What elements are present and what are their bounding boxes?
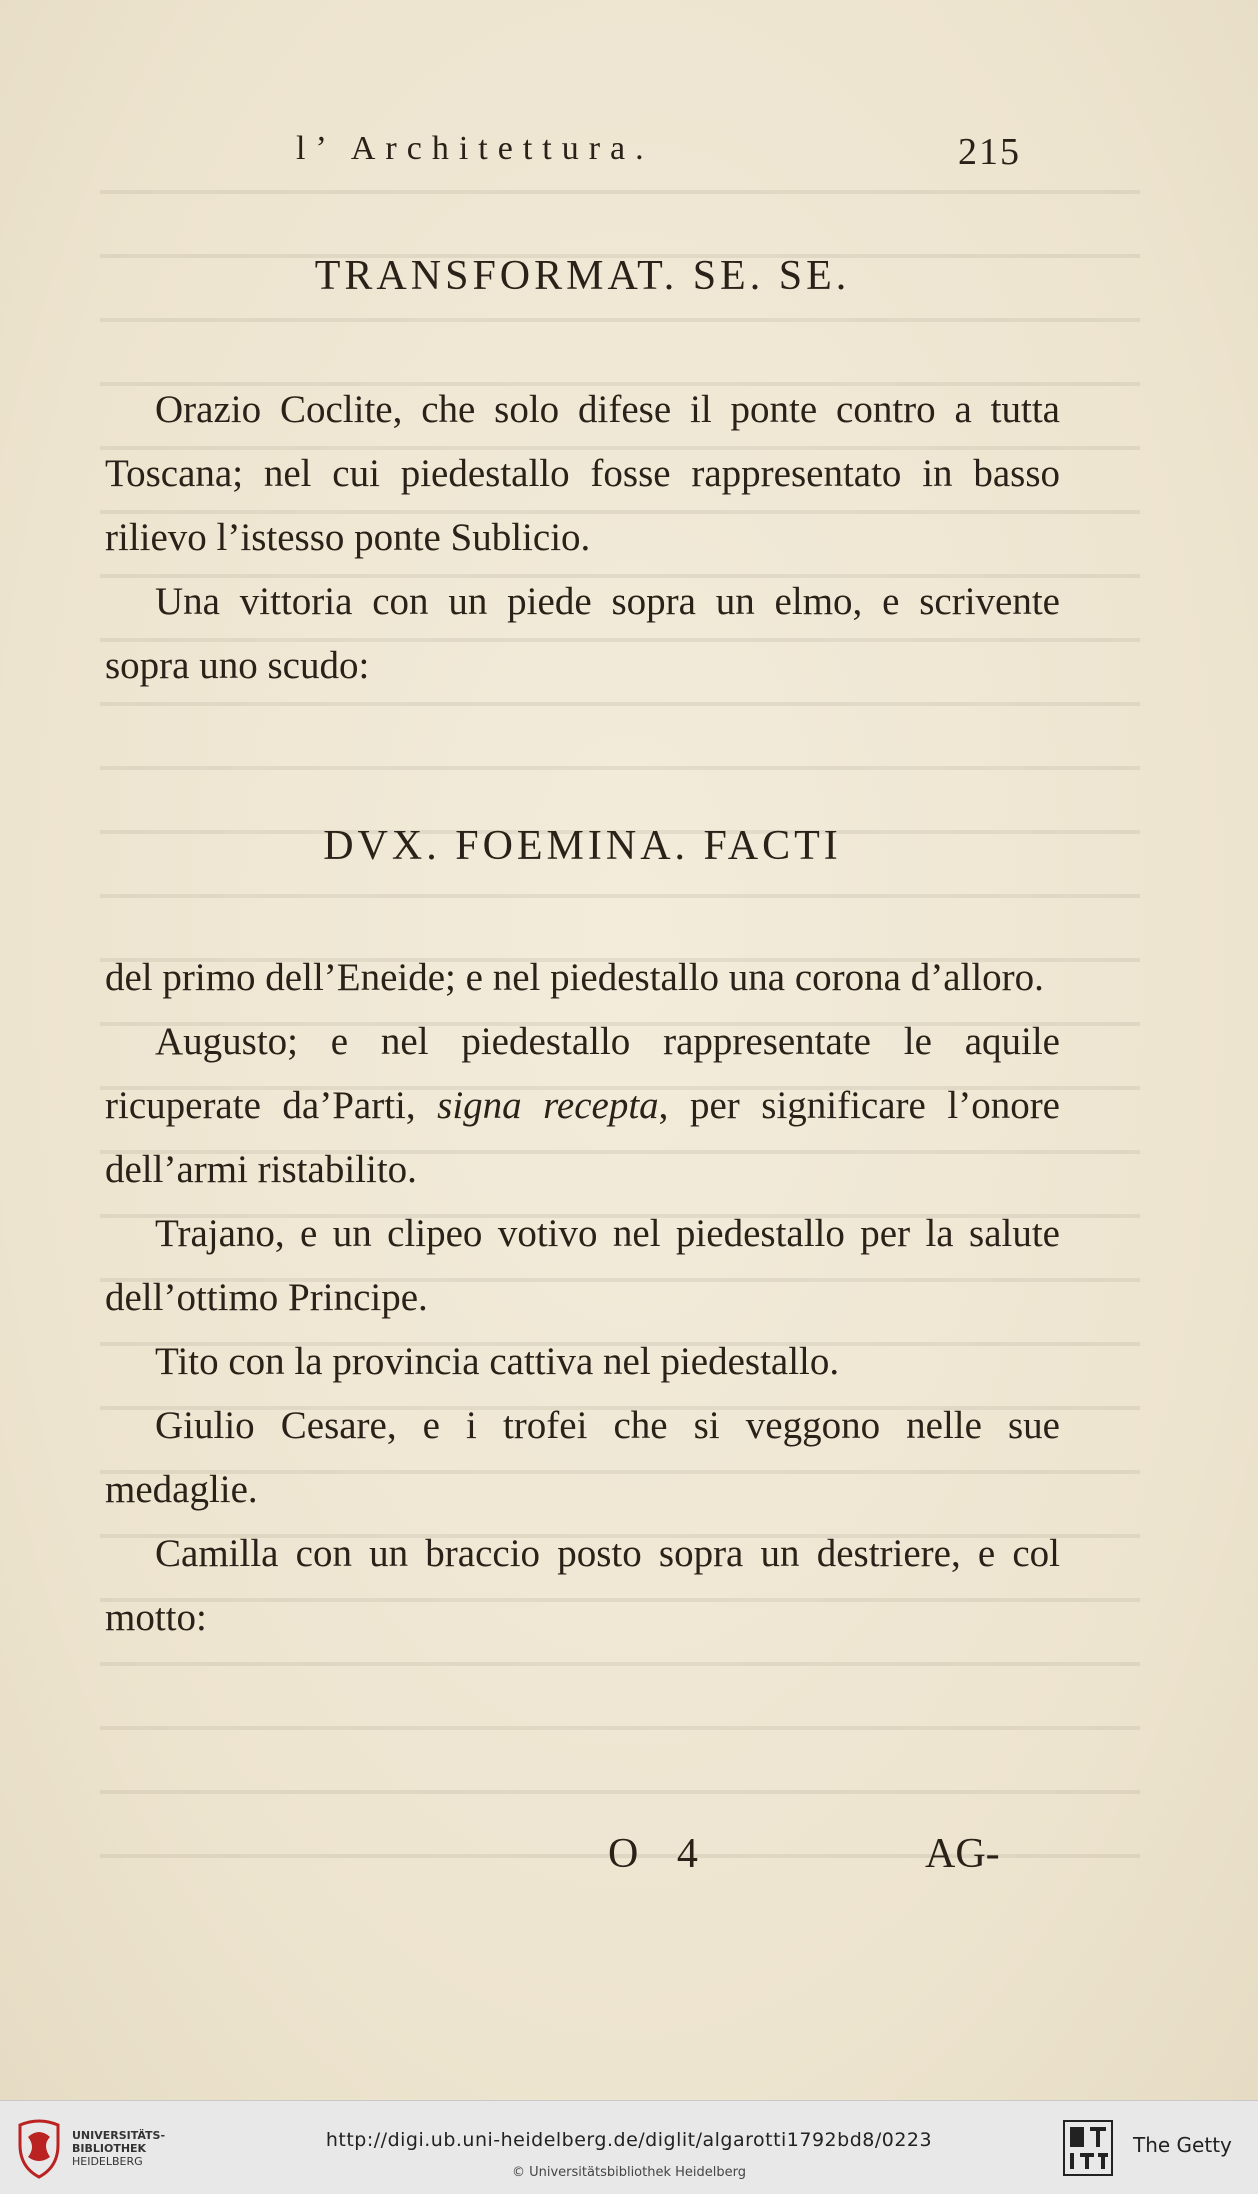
signature-mark: O 4 [608, 1831, 712, 1877]
augusto-text: Augusto; e nel piedestallo rappresentate le aquile ricuperate da’Parti, [105, 1020, 1060, 1127]
paragraph-eneide: del primo dell’Eneide; e nel piedestallo una corona d’alloro. [105, 956, 1044, 999]
paragraph-orazio-coclite: Orazio Coclite, che solo difese il ponte contro a tutta Toscana; nel cui piedestallo fosse rappresentato in basso rilievo l’istesso ponte Sublicio. [105, 388, 1060, 559]
catchline [0, 1830, 1258, 1890]
inscription-heading-2: DVX. FOEMINA. FACTI [323, 823, 842, 869]
running-head [0, 130, 1258, 180]
paragraph-giulio-cesare: Giulio Cesare, e i trofei che si veggono nelle sue medaglie. [105, 1404, 1060, 1511]
permalink-url[interactable]: http://digi.ub.uni-heidelberg.de/diglit/algarotti1792bd8/0223 [325, 2129, 933, 2151]
inscription-heading-1: TRANSFORMAT. SE. SE. [314, 253, 851, 299]
copyright-notice: © Universitätsbibliothek Heidelberg [511, 2165, 746, 2180]
library-name-line-2: BIBLIOTHEK [72, 2142, 147, 2155]
running-title: l’ Architettura. [296, 130, 654, 167]
paragraph-vittoria: Una vittoria con un piede sopra un elmo, e scrivente sopra uno scudo: [105, 580, 1060, 687]
page-number: 215 [958, 131, 1021, 173]
paragraph-augusto [105, 1010, 1060, 1202]
paragraph-tito: Tito con la provincia cattiva nel piedestallo. [155, 1340, 840, 1383]
augusto-italic-phrase: signa recepta [437, 1084, 659, 1127]
library-name-line-1: UNIVERSITÄTS- [72, 2129, 166, 2142]
text-block-1 [105, 378, 1060, 698]
catchword: AG- [925, 1831, 1000, 1877]
paragraph-trajano: Trajano, e un clipeo votivo nel piedestallo per la salute dell’ottimo Principe. [105, 1212, 1060, 1319]
library-name-line-3: HEIDELBERG [72, 2155, 143, 2168]
getty-label: The Getty [1133, 2133, 1232, 2157]
text-block-2 [105, 946, 1060, 1650]
viewer-footer [0, 2100, 1258, 2194]
paragraph-camilla: Camilla con un braccio posto sopra un destriere, e col motto: [105, 1532, 1060, 1639]
getty-logo-icon [1062, 2119, 1114, 2177]
augusto-text-end: , per significare l’onore dell’armi ristabilito. [105, 1084, 1060, 1191]
